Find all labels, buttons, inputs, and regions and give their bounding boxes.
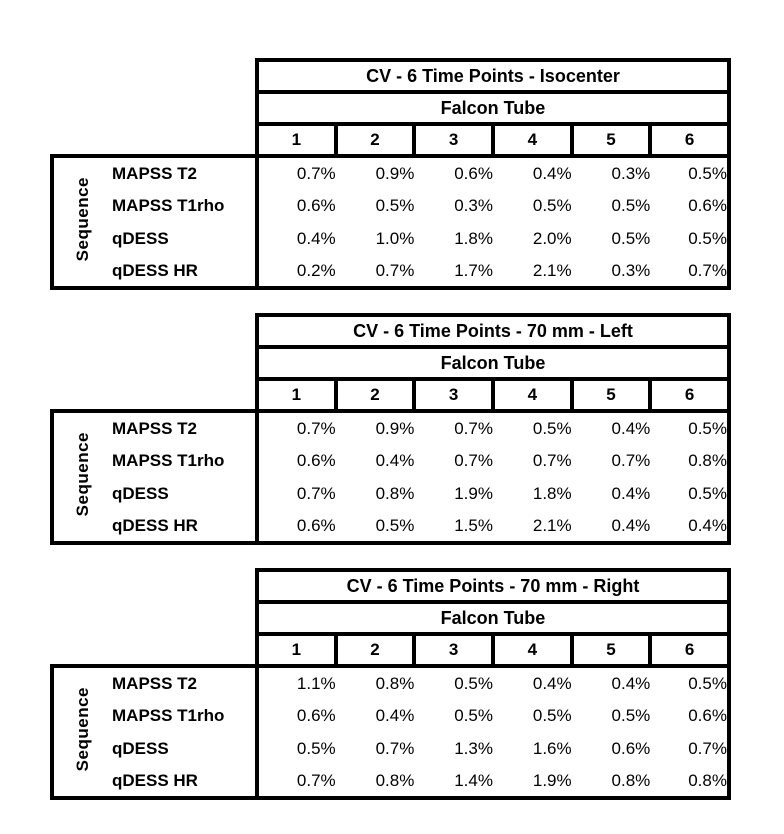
cv-value: 0.4%: [493, 156, 572, 189]
cv-value: 0.6%: [650, 189, 729, 222]
row-label: qDESS: [112, 477, 257, 510]
cv-value: 1.9%: [454, 483, 493, 503]
row-label: MAPSS T2: [112, 666, 257, 699]
cv-value: 1.8%: [454, 228, 493, 248]
cv-value: 0.5%: [650, 666, 729, 699]
column-header: 3: [414, 634, 493, 666]
cv-value: 1.6%: [532, 738, 572, 758]
column-header: 2: [336, 634, 415, 666]
cv-value: 2.1%: [493, 255, 572, 288]
cv-value: 0.8%: [375, 483, 415, 503]
cv-value: 2.1%: [493, 510, 572, 543]
cv-value: 0.4%: [296, 228, 336, 248]
cv-value: 0.5%: [650, 477, 729, 510]
cv-value: 1.9%: [493, 765, 572, 798]
table-title: CV - 6 Time Points - Isocenter: [257, 60, 729, 92]
cv-value: 0.3%: [572, 156, 651, 189]
cv-value: 0.5%: [454, 705, 493, 725]
cv-value: 0.4%: [493, 666, 572, 699]
cv-value: 0.8%: [650, 765, 729, 798]
column-header: 3: [414, 124, 493, 156]
cv-value: 0.8%: [650, 444, 729, 477]
column-header: 4: [493, 634, 572, 666]
row-label: MAPSS T2: [112, 156, 257, 189]
row-axis-label: [52, 666, 112, 798]
row-label: MAPSS T1rho: [112, 189, 257, 222]
cv-value: 0.5%: [611, 228, 651, 248]
cv-value: 0.2%: [257, 255, 336, 288]
spacer-cell: [52, 570, 257, 602]
cv-value: 0.7%: [532, 450, 572, 470]
table-title: CV - 6 Time Points - 70 mm - Left: [257, 315, 729, 347]
column-header: 1: [257, 379, 336, 411]
spacer-cell: [52, 124, 257, 156]
cv-value: 0.6%: [296, 450, 336, 470]
table-row: [52, 477, 729, 510]
cv-value: 0.7%: [650, 732, 729, 765]
cv-table-70mm-left: [50, 313, 731, 545]
spacer-cell: [52, 347, 257, 379]
cv-value: 1.7%: [414, 255, 493, 288]
cv-value: 2.0%: [532, 228, 572, 248]
column-header: 6: [650, 379, 729, 411]
row-label: qDESS: [112, 732, 257, 765]
spacer-cell: [52, 92, 257, 124]
row-label: qDESS HR: [112, 255, 257, 288]
cv-value: 0.7%: [336, 255, 415, 288]
cv-value: 0.6%: [257, 510, 336, 543]
spacer-cell: [52, 379, 257, 411]
spacer-cell: [52, 602, 257, 634]
cv-value: 0.6%: [296, 705, 336, 725]
row-axis-label-text: Sequence: [73, 687, 92, 772]
column-header: 2: [336, 124, 415, 156]
cv-value: 0.6%: [296, 195, 336, 215]
table-row: [52, 732, 729, 765]
spacer-cell: [52, 60, 257, 92]
cv-value: 0.5%: [650, 156, 729, 189]
cv-value: 0.5%: [336, 510, 415, 543]
cv-value: 1.0%: [375, 228, 415, 248]
cv-value: 0.4%: [572, 666, 651, 699]
cv-value: 0.4%: [572, 510, 651, 543]
cv-value: 0.5%: [650, 411, 729, 444]
cv-table-70mm-right: [50, 568, 731, 800]
table-row: [52, 765, 729, 798]
cv-value: 0.7%: [257, 765, 336, 798]
cv-value: 1.4%: [414, 765, 493, 798]
column-header: 4: [493, 124, 572, 156]
column-header: 5: [572, 379, 651, 411]
cv-value: 0.4%: [375, 705, 415, 725]
column-header: 5: [572, 124, 651, 156]
cv-value: 1.1%: [257, 666, 336, 699]
cv-value: 0.7%: [296, 483, 336, 503]
row-axis-label-text: Sequence: [73, 432, 92, 517]
cv-value: 0.5%: [493, 411, 572, 444]
cv-value: 1.5%: [414, 510, 493, 543]
cv-value: 0.7%: [414, 411, 493, 444]
cv-value: 0.6%: [414, 156, 493, 189]
row-axis-label: [52, 156, 112, 288]
row-label: qDESS: [112, 222, 257, 255]
table-row: [52, 255, 729, 288]
cv-value: 0.4%: [375, 450, 415, 470]
cv-value: 0.7%: [375, 738, 415, 758]
row-label: qDESS HR: [112, 510, 257, 543]
row-label: MAPSS T1rho: [112, 444, 257, 477]
cv-value: 1.8%: [532, 483, 572, 503]
cv-value: 0.7%: [650, 255, 729, 288]
cv-value: 0.8%: [336, 765, 415, 798]
cv-value: 0.7%: [454, 450, 493, 470]
cv-value: 0.7%: [611, 450, 651, 470]
table-row: [52, 156, 729, 189]
table-row: [52, 666, 729, 699]
table-row: [52, 411, 729, 444]
cv-value: 0.9%: [336, 156, 415, 189]
column-header: 2: [336, 379, 415, 411]
table-row: [52, 510, 729, 543]
cv-value: 0.3%: [454, 195, 493, 215]
spacer-cell: [52, 634, 257, 666]
cv-value: 0.5%: [532, 195, 572, 215]
cv-value: 0.5%: [296, 738, 336, 758]
row-label: MAPSS T2: [112, 411, 257, 444]
cv-value: 0.3%: [572, 255, 651, 288]
cv-value: 0.9%: [336, 411, 415, 444]
column-group-header: Falcon Tube: [257, 92, 729, 124]
cv-value: 0.6%: [650, 699, 729, 732]
cv-value: 0.4%: [650, 510, 729, 543]
cv-value: 0.6%: [611, 738, 651, 758]
row-axis-label: [52, 411, 112, 543]
cv-value: 0.7%: [257, 156, 336, 189]
column-header: 4: [493, 379, 572, 411]
cv-value: 0.4%: [572, 411, 651, 444]
cv-value: 0.5%: [532, 705, 572, 725]
table-row: [52, 699, 729, 732]
column-group-header: Falcon Tube: [257, 602, 729, 634]
table-title: CV - 6 Time Points - 70 mm - Right: [257, 570, 729, 602]
table-row: [52, 189, 729, 222]
cv-value: 0.5%: [611, 705, 651, 725]
row-label: qDESS HR: [112, 765, 257, 798]
column-header: 6: [650, 124, 729, 156]
cv-table-isocenter: [50, 58, 731, 290]
cv-value: 0.5%: [375, 195, 415, 215]
spacer-cell: [52, 315, 257, 347]
column-header: 5: [572, 634, 651, 666]
column-header: 1: [257, 124, 336, 156]
cv-value: 1.3%: [454, 738, 493, 758]
row-label: MAPSS T1rho: [112, 699, 257, 732]
cv-value: 0.8%: [572, 765, 651, 798]
column-header: 1: [257, 634, 336, 666]
column-header: 3: [414, 379, 493, 411]
table-row: [52, 222, 729, 255]
cv-value: 0.5%: [650, 222, 729, 255]
cv-value: 0.8%: [336, 666, 415, 699]
cv-value: 0.5%: [611, 195, 651, 215]
row-axis-label-text: Sequence: [73, 177, 92, 262]
cv-value: 0.5%: [414, 666, 493, 699]
table-row: [52, 444, 729, 477]
column-header: 6: [650, 634, 729, 666]
cv-value: 0.4%: [611, 483, 651, 503]
cv-value: 0.7%: [257, 411, 336, 444]
column-group-header: Falcon Tube: [257, 347, 729, 379]
